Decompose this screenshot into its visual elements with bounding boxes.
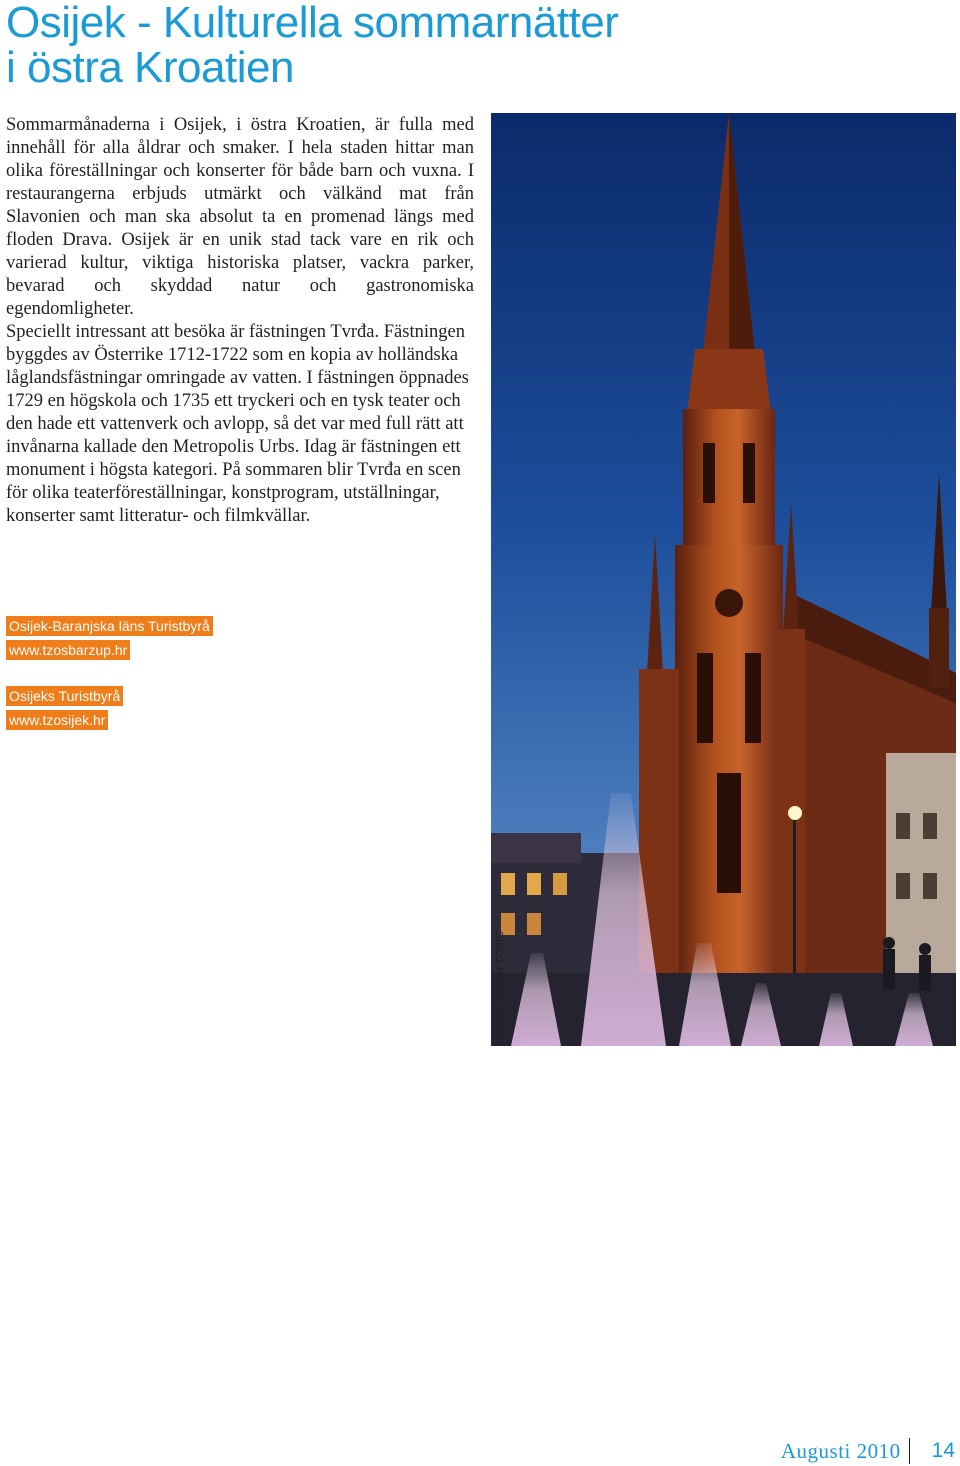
title-line-2: i östra Kroatien: [6, 43, 294, 92]
photo-credit: PHOTO: MARIN TOPIĆ: [494, 930, 506, 1046]
cathedral-photo: [491, 113, 956, 1046]
article-body: [6, 114, 474, 528]
contact-osijek: [6, 686, 213, 734]
contact-url-link[interactable]: www.tzosbarzup.hr: [6, 640, 130, 660]
issue-date: Augusti 2010: [780, 1438, 901, 1463]
page-number: 14: [931, 1439, 955, 1462]
page-footer: [781, 1436, 955, 1466]
contact-url-link[interactable]: www.tzosijek.hr: [6, 710, 108, 730]
title-line-1: Osijek - Kulturella sommarnätter: [6, 0, 619, 47]
contact-list: [6, 616, 213, 756]
cathedral-night-illustration: [491, 113, 956, 1046]
footer-divider: [909, 1438, 910, 1464]
paragraph-tvrda: Speciellt intressant att besöka är fästningen Tvrđa. Fästningen byggdes av Österrike 1712-1722 som en kopia av holländska låglandsfästningar omringade av vatten. I fästningen öppnades 1729 en högskola och 1735 ett tryckeri och en tysk teater och den hade ett vattenverk och avlopp, så det var med full rätt att invånarna kallade den Metropolis Urbs. Idag är fästningen ett monument i högsta kategori. På sommaren blir Tvrđa en scen för olika teaterföreställningar, konstprogram, utställningar, konserter samt litteratur- och filmkvällar.: [6, 322, 469, 526]
contact-name-tag: Osijek-Baranjska läns Turistbyrå: [6, 616, 213, 636]
contact-osijek-baranja: [6, 616, 213, 664]
article-title: [6, 0, 726, 90]
contact-name-tag: Osijeks Turistbyrå: [6, 686, 123, 706]
paragraph-intro: Sommarmånaderna i Osijek, i östra Kroatien, är fulla med innehåll för alla åldrar och smaker. I hela staden hittar man olika föreställningar och konserter för både barn och vuxna. I restaurangerna erbjuds utmärkt och välkänd mat från Slavonien och man ska absolut ta en promenad längs med floden Drava. Osijek är en unik stad tack vare en rik och varierad kultur, viktiga historiska platser, vackra parker, bevarad och skyddad natur och gastronomiska egendomligheter.: [6, 115, 474, 319]
